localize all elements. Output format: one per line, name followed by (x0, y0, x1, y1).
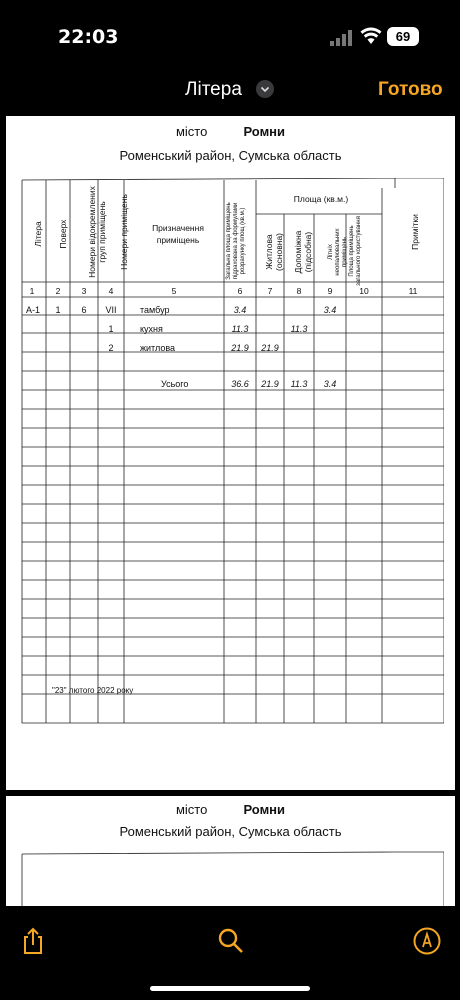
city-label: місто (175, 124, 208, 139)
city-name: Ромни (243, 124, 286, 139)
status-bar (0, 0, 460, 64)
column-number-cell: 11 (408, 286, 418, 296)
table-cell-room: VII (105, 305, 117, 315)
page2-city-name: Ромни (243, 802, 286, 817)
header-area-group: Площа (кв.м.) (293, 194, 349, 204)
page2-district-line: Роменський район, Сумська область (119, 824, 342, 839)
page2-city-label: місто (175, 802, 208, 817)
column-number-cell: 6 (237, 286, 243, 296)
bottom-toolbar (0, 906, 460, 1000)
column-number-cell: 1 (29, 286, 35, 296)
home-indicator (150, 986, 310, 991)
page2-table-outline (20, 850, 444, 906)
total-row-aux: 11.3 (290, 379, 308, 389)
table-cell-room: 1 (108, 324, 114, 334)
table-cell-summer: 3.4 (323, 305, 337, 315)
table-cell-purpose: кухня (140, 324, 163, 334)
table-cell-litera: А-1 (26, 305, 41, 315)
header-notes: Примітки (410, 214, 420, 250)
navigation-bar (0, 70, 460, 110)
header-common: Площа приміщень загального користування (349, 216, 362, 286)
header-floor: Поверх (58, 219, 68, 249)
document-title[interactable]: Літера (185, 79, 242, 100)
document-page-2 (6, 796, 455, 906)
header-litera: Літера (33, 221, 43, 247)
title-menu-chevron-icon[interactable] (256, 80, 274, 98)
table-cell-purpose: житлова (140, 343, 176, 353)
table-cell-group: 6 (81, 305, 87, 315)
district-line: Роменський район, Сумська область (119, 148, 342, 163)
total-row-living: 21.9 (261, 379, 279, 389)
table-cell-total: 3.4 (233, 305, 247, 315)
total-row-total: 36.6 (231, 379, 249, 389)
wifi-icon (360, 27, 382, 45)
clock: 22:03 (58, 26, 119, 48)
battery-indicator: 69 (387, 27, 419, 46)
table-cell-living: 21.9 (261, 343, 279, 353)
column-number-cell: 8 (296, 286, 302, 296)
column-number-cell: 9 (327, 286, 333, 296)
column-number-cell: 4 (108, 286, 114, 296)
city-line (6, 124, 455, 139)
total-row-summer: 3.4 (323, 379, 337, 389)
table-cell-total: 21.9 (231, 343, 249, 353)
column-number-cell: 5 (171, 286, 177, 296)
table-cell-room: 2 (108, 343, 114, 353)
column-number-cell: 7 (267, 286, 273, 296)
markup-icon[interactable] (412, 926, 442, 956)
table-cell-total: 11.3 (231, 324, 249, 334)
header-rooms: Номери приміщень (119, 194, 129, 270)
document-page-1 (6, 116, 455, 790)
header-summer: Літніх неопалювальних приміщень (328, 228, 348, 276)
table-cell-aux: 11.3 (290, 324, 308, 334)
header-auxiliary: Допоміжна (підсобна) (293, 230, 313, 274)
header-living: Житлова (основна) (264, 233, 284, 271)
header-total-area: Загальна площа приміщень підрахована за формулами розрахунку площ (кв.м.) (226, 202, 246, 280)
search-icon[interactable] (216, 926, 246, 956)
total-row-label: Усього (161, 379, 189, 389)
column-number-cell: 2 (55, 286, 61, 296)
document-date: "23" лютого 2022 року (52, 686, 134, 695)
table-cell-purpose: тамбур (140, 305, 170, 315)
column-number-cell: 10 (359, 286, 369, 296)
done-button[interactable]: Готово (378, 79, 443, 100)
page2-city-line (6, 802, 455, 817)
header-groups: Номери відокремлених груп приміщень (87, 186, 107, 278)
table-cell-floor: 1 (55, 305, 61, 315)
share-icon[interactable] (18, 926, 48, 956)
cellular-signal-icon (330, 30, 352, 46)
header-purpose: Призначення приміщень (152, 223, 204, 245)
column-number-cell: 3 (81, 286, 87, 296)
